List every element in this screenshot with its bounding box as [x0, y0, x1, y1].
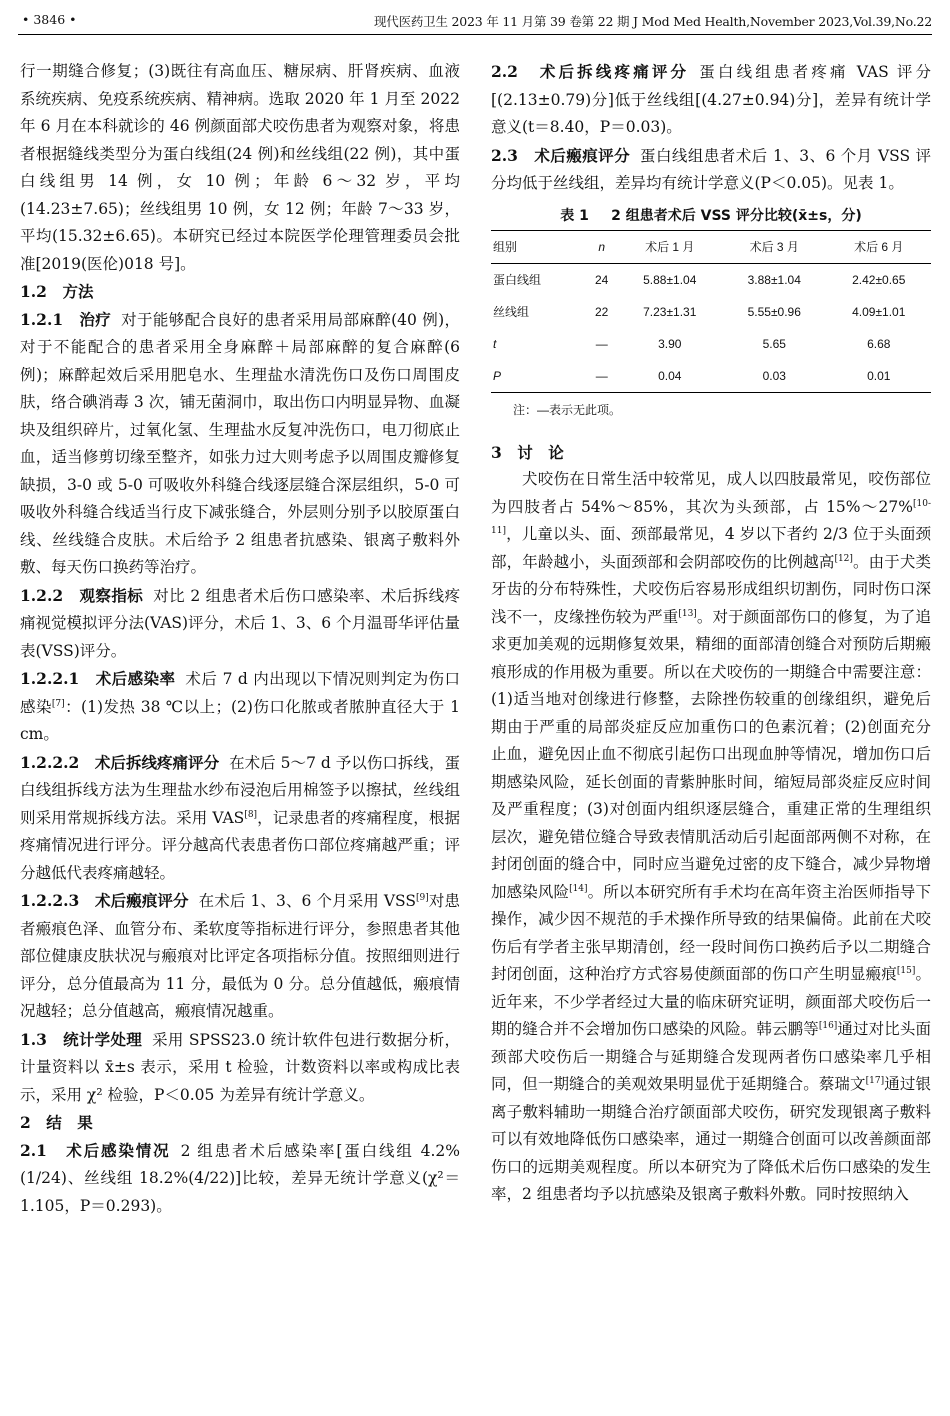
- paragraph-1-2-2-1: 1.2.2.1 术后感染率 术后 7 d 内出现以下情况则判定为伤口感染[7]：(1)发热 38 ℃以上；(2)伤口化脓或者脓肿直径大于 1 cm。: [20, 669, 460, 743]
- table-row: [491, 360, 931, 393]
- citation-13: [13]: [678, 608, 697, 619]
- citation-16: [16]: [818, 1021, 838, 1031]
- citation-15: [15]: [896, 966, 916, 976]
- heading-2-1: 2.1 术后感染情况: [20, 1140, 171, 1160]
- citation-10-11: [10-11]: [491, 498, 931, 536]
- paragraph-1-2-1: 1.2.1 治疗 对于能够配合良好的患者采用局部麻醉(40 例)，对于不能配合的患者采用全身麻醉＋局部麻醉的复合麻醉(6 例)；麻醉起效后采用肥皂水、生理盐水清洗伤口及伤口周围皮肤，络合碘消毒 3 次，铺无菌洞巾，取出伤口内明显异物、血凝块及组织碎片，过氧化氢、生理盐水反复冲洗伤口，电刀彻底止血，适当修剪切缘至整齐，如张力过大则考虑予以周围皮瓣修复缺损，3-0 或 5-0 可吸收外科缝合线逐层缝合深层组织，5-0 可吸收外科缝合线适当行皮下减张缝合，外层则分别予以胶原蛋白线、丝线缝合皮肤。术后给予 2 组患者抗感染、银离子敷料外敷、每天伤口换药等治疗。: [20, 309, 460, 576]
- left-column: [20, 58, 460, 1220]
- citation-9: [9]: [416, 893, 429, 903]
- table-note: 注：—表示无此项。: [513, 402, 622, 417]
- table-cell: 4.09±1.01: [852, 304, 906, 319]
- table-header-cell: 术后 1 月: [618, 230, 722, 263]
- table-header-row: [491, 230, 931, 263]
- table-cell: 5.88±1.04: [643, 272, 697, 287]
- citation-8: [8]: [244, 809, 258, 820]
- table-header-cell: 术后 6 月: [826, 230, 931, 263]
- paragraph-1-3: 1.3 统计学处理 采用 SPSS23.0 统计软件包进行数据分析，计量资料以 x̄±s 表示，采用 t 检验，计数资料以率或构成比表示，采用 χ² 检验，P＜0.05 为差异有统计学意义。: [20, 1029, 461, 1104]
- table-cell: —: [586, 360, 618, 393]
- table-cell: 7.23±1.31: [643, 304, 697, 319]
- table-label: 表 1: [560, 207, 589, 224]
- vss-score-table: [491, 230, 931, 393]
- citation-14: [14]: [569, 883, 588, 894]
- paragraph-1-2-2-3: 1.2.2.3 术后瘢痕评分 在术后 1、3、6 个月采用 VSS[9]对患者瘢痕色泽、血管分布、柔软度等指标进行评分，参照患者其他部位健康皮肤状况与瘢痕对比评定各项指标分值。按照细则进行评分，总分值最高为 11 分，最低为 0 分。总分值越低，瘢痕情况越轻；总分值越高，瘢痕情况越重。: [20, 891, 460, 1020]
- heading-2-3: 2.3 术后瘢痕评分: [491, 145, 631, 165]
- table-cell: 蛋白线组: [493, 272, 542, 287]
- table-row: [491, 263, 931, 296]
- paragraph-1-2-2: 1.2.2 观察指标 对比 2 组患者术后伤口感染率、术后拆线疼痛视觉模拟评分法(VAS)评分，术后 1、3、6 个月温哥华评估量表(VSS)评分。: [20, 585, 460, 660]
- table-cell: 24: [595, 272, 609, 287]
- table-header-cell: 组别: [491, 230, 586, 263]
- journal-citation: 现代医药卫生 2023 年 11 月第 39 卷第 22 期 J Mod Med Health,November 2023,Vol.39,No.22: [373, 14, 932, 29]
- table-header-cell: n: [586, 230, 618, 263]
- table-cell: 3.90: [658, 336, 682, 351]
- heading-1-2-2-1: 1.2.2.1 术后感染率: [20, 669, 176, 688]
- table-cell: t: [493, 336, 497, 351]
- table-title: 2 组患者术后 VSS 评分比较(x̄±s，分): [611, 207, 862, 224]
- paragraph-2-2: 2.2 术后拆线疼痛评分 蛋白线组患者疼痛 VAS 评分[(2.13±0.79)分]低于丝线组[(4.27±0.94)分]，差异有统计学意义(t＝8.40，P＝0.03)。: [491, 62, 932, 136]
- heading-2-2: 2.2 术后拆线疼痛评分: [491, 62, 690, 81]
- table-cell: 3.88±1.04: [747, 272, 801, 287]
- citation-12: [12]: [834, 553, 853, 564]
- heading-discussion: 3 讨 论: [491, 442, 564, 462]
- table-cell: —: [595, 336, 608, 351]
- table-cell: P: [491, 360, 586, 393]
- table-cell: 0.03: [722, 360, 826, 393]
- table-cell: 0.01: [826, 360, 931, 393]
- paragraph-inclusion: 行一期缝合修复；(3)既往有高血压、糖尿病、肝肾疾病、血液系统疾病、免疫系统疾病、精神病。选取 2020 年 1 月至 2022 年 6 月在本科就诊的 46 例颜面部犬咬伤患者为观察对象，将患者根据缝线类型分为蛋白线组(24 例)和丝线组(22 例)，其中蛋白线组男 14 例，女 10 例；年龄 6～32 岁，平均(14.23±7.65)；丝线组男 10 例，女 12 例；年龄 7～33 岁，平均(15.32±6.65)。本研究已经过本院医学伦理管理委员会批准[2019(医伦)018 号]。: [20, 62, 460, 273]
- paragraph-2-3: 2.3 术后瘢痕评分 蛋白线组患者术后 1、3、6 个月 VSS 评分均低于丝线组，差异均有统计学意义(P＜0.05)。见表 1。: [491, 145, 931, 192]
- heading-1-2-2-2: 1.2.2.2 术后拆线疼痛评分: [20, 752, 220, 772]
- heading-results: 2 结 果: [20, 1113, 93, 1132]
- heading-1-3: 1.3 统计学处理: [20, 1029, 143, 1049]
- citation-7: [7]: [51, 698, 65, 709]
- heading-1-2: 1.2 方法: [20, 282, 94, 301]
- table-caption: [491, 202, 931, 230]
- page-number: • 3846 •: [22, 12, 77, 27]
- table-row: [491, 328, 931, 360]
- paragraph-discussion: 犬咬伤在日常生活中较常见，成人以四肢最常见，咬伤部位为四肢者占 54%～85%，其次为头颈部，占 15%～27%[10-11]，儿童以头、面、颈部最常见，4 岁以下者约 2/3 位于头面颈部，年龄越小，头面颈部和会阴部咬伤的比例越高[12]。由于犬类牙齿的分布特殊性，犬咬伤后容易形成组织切割伤，同时伤口深浅不一，皮缘挫伤较为严重[13]。对于颜面部伤口的修复，为了追求更加美观的远期修复效果，精细的面部清创缝合对预防后期瘢痕形成的作用极为重要。所以在犬咬伤的一期缝合中需要注意：(1)适当地对创缘进行修整，去除挫伤较重的创缘组织，避免后期由于严重的局部炎症反应加重伤口的色素沉着；(2)创面充分止血，避免因止血不彻底引起伤口出现血肿等情况，增加伤口后期感染风险，延长创面的青紫肿胀时间，缩短局部炎症反应时间及严重程度；(3)对创面内组织逐层缝合，重建正常的生理组织层次，避免错位缝合导致表情肌活动后引起面部两侧不对称，在封闭创面的缝合中，同时应当避免过密的皮下缝合，减少异物增加感染风险[14]。所以本研究所有手术均在高年资主治医师指导下操作，减少因不规范的手术操作所导致的结果偏倚。此前在犬咬伤后有学者主张早期清创，经一段时间伤口换药后予以二期缝合封闭创面，这种治疗方式容易使颜面部的伤口产生明显瘢痕[15]。近年来，不少学者经过大量的临床研究证明，颜面部犬咬伤后一期的缝合并不会增加伤口感染的风险。韩云鹏等[16]通过对比头面颈部犬咬伤后一期缝合与延期缝合发现两者伤口感染率几乎相同，但一期缝合的美观效果明显优于延期缝合。蔡瑞文[17]通过银离子敷料辅助一期缝合治疗颌面部犬咬伤，研究发现银离子敷料可以有效地降低伤口感染率，通过一期缝合创面可以改善颜面部伤口的远期美观程度。所以本研究为了降低术后伤口感染的发生率，2 组患者均予以抗感染及银离子敷料外敷。同时按照纳入: [491, 470, 931, 1203]
- table-cell: 22: [595, 304, 609, 319]
- heading-1-2-2-3: 1.2.2.3 术后瘢痕评分: [20, 891, 189, 910]
- running-header: [18, 8, 932, 34]
- paragraph-2-1: 2.1 术后感染情况 2 组患者术后感染率[蛋白线组 4.2%(1/24)、丝线组 18.2%(4/22)]比较，差异无统计学意义(χ²＝1.105，P＝0.293)。: [20, 1140, 460, 1215]
- table-header-cell: 术后 3 月: [722, 230, 826, 263]
- table-cell: 2.42±0.65: [852, 272, 906, 287]
- right-column: [491, 58, 931, 1209]
- table-cell: 5.65: [762, 336, 786, 351]
- table-row: [491, 296, 931, 328]
- heading-1-2-2: 1.2.2 观察指标: [20, 585, 144, 605]
- citation-17: [17]: [865, 1076, 885, 1086]
- table-cell: 5.55±0.96: [747, 304, 801, 319]
- heading-1-2-1: 1.2.1 治疗: [20, 309, 112, 329]
- table-cell: 0.04: [618, 360, 722, 393]
- table-cell: 丝线组: [493, 304, 530, 319]
- header-rule: [18, 34, 932, 35]
- table-cell: 6.68: [867, 336, 891, 351]
- paragraph-1-2-2-2: 1.2.2.2 术后拆线疼痛评分 在术后 5～7 d 予以伤口拆线，蛋白线组拆线方法为生理盐水纱布浸泡后用棉签予以擦拭，丝线组则采用常规拆线方法。采用 VAS[8]，记录患者的疼痛程度，根据疼痛情况进行评分。评分越高代表患者伤口部位疼痛越严重；评分越低代表疼痛越轻。: [20, 752, 460, 882]
